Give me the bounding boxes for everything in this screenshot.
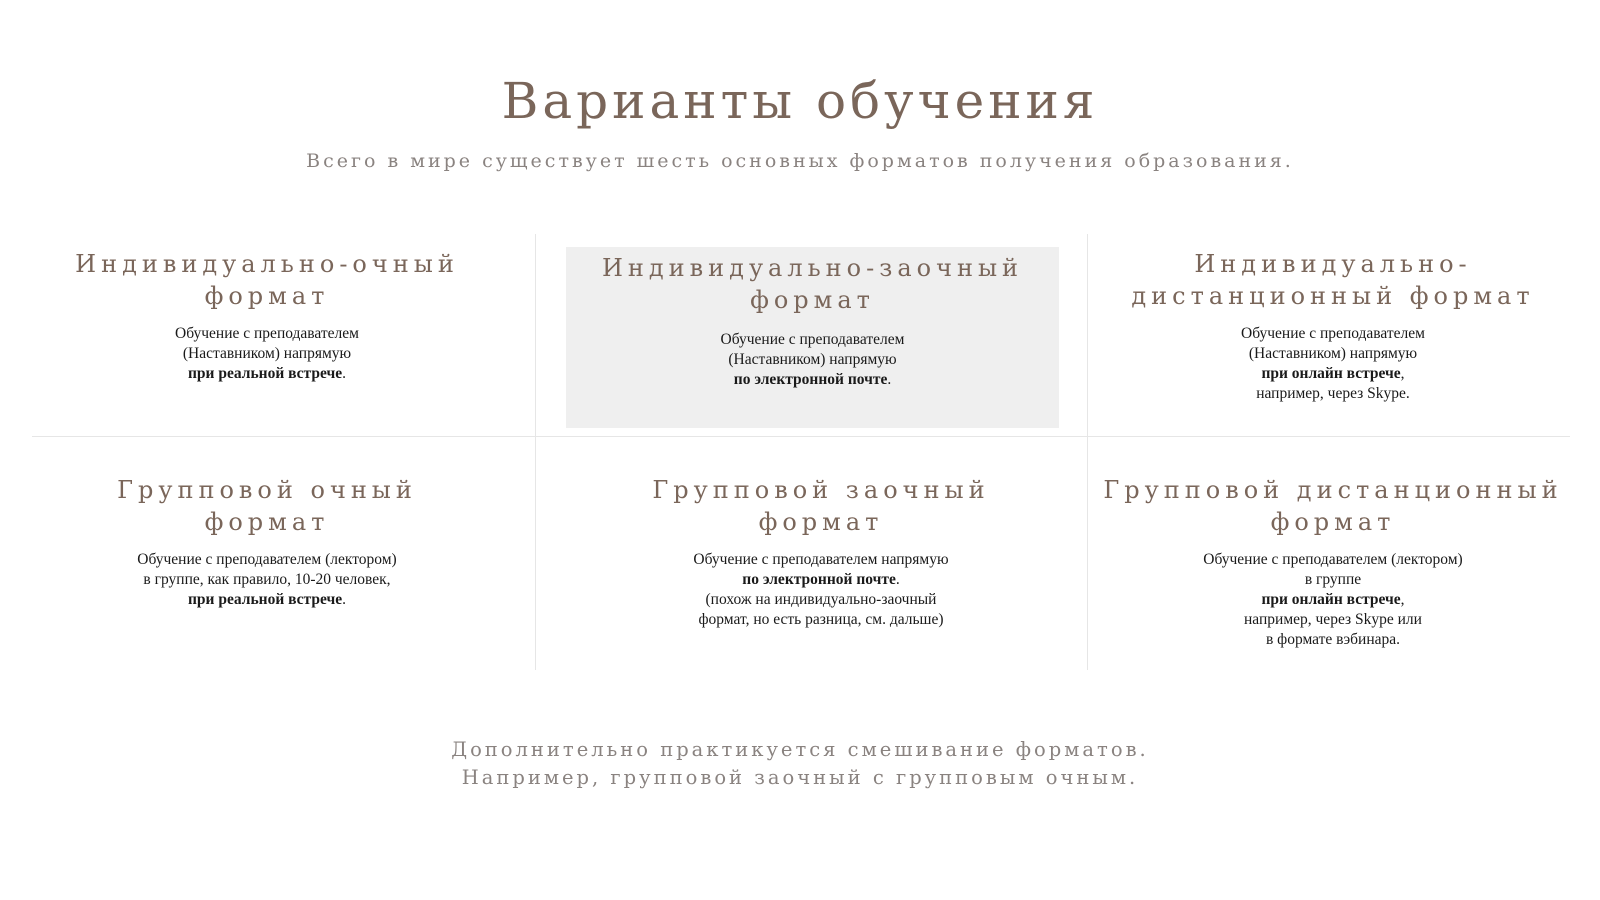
format-card-group-distance [1098,474,1568,650]
card-desc-emphasis: по электронной почте [742,571,896,588]
card-title-line: Групповой дистанционный [1103,476,1563,504]
card-desc-punct: , [1400,365,1405,382]
format-card-group-correspondence [566,474,1076,630]
card-desc-line [32,364,502,384]
card-title-line: дистанционный формат [1131,282,1535,310]
card-desc-emphasis: при реальной встрече [188,365,343,382]
card-title [1098,474,1568,538]
card-desc-punct: , [1400,591,1405,608]
card-desc-emphasis: при реальной встрече [188,591,343,608]
card-desc-line: (Наставником) напрямую [1248,345,1418,362]
card-title-line: формат [758,508,884,536]
footer-note [0,736,1600,792]
card-description [32,550,502,610]
format-card-individual-distance [1098,248,1568,404]
page-title: Варианты обучения [501,72,1099,130]
card-title-line: Индивидуально- [1194,250,1472,278]
card-desc-punct: . [887,371,892,388]
page-subtitle: Всего в мире существует шесть основных форматов получения образования. [306,150,1294,172]
card-desc-line: в формате вэбинара. [1265,631,1401,648]
grid-divider-vertical-2 [1087,234,1088,670]
footer-line: Например, групповой заочный с групповым очным. [461,766,1139,789]
card-title-line: Групповой заочный [652,476,990,504]
card-title-line: формат [204,508,330,536]
card-title [32,248,502,312]
card-desc-line [1098,590,1568,610]
card-desc-punct: . [342,365,346,382]
card-desc-emphasis: при онлайн встрече [1261,365,1401,382]
card-desc-line: (похож на индивидуально-заочный [705,591,937,608]
card-desc-line [1098,364,1568,384]
card-description [1098,324,1568,404]
card-desc-line: Обучение с преподавателем (лектором) [137,551,397,568]
card-title-line: формат [1270,508,1396,536]
card-desc-punct: . [342,591,346,608]
card-desc-line: (Наставником) напрямую [182,345,352,362]
footer-line: Дополнительно практикуется смешивание форматов. [451,738,1149,761]
card-desc-line: например, через Skype. [1256,385,1410,402]
format-card-individual-correspondence [566,247,1059,428]
card-desc-emphasis: при онлайн встрече [1261,591,1401,608]
card-desc-line: Обучение с преподавателем [175,325,359,342]
card-desc-line: например, через Skype или [1244,611,1422,628]
card-desc-line [566,570,1076,590]
card-desc-line [566,370,1059,390]
card-title-line: Индивидуально-очный [75,250,459,278]
card-desc-emphasis: по электронной почте [733,371,888,388]
card-title-line: Индивидуально-заочный [601,254,1024,282]
grid-divider-vertical-1 [535,234,536,670]
card-description [566,550,1076,630]
card-title [566,252,1059,316]
grid-divider-horizontal [32,436,1570,437]
card-desc-line: Обучение с преподавателем напрямую [693,551,949,568]
card-title-line: Групповой очный [117,476,417,504]
card-description [566,330,1059,390]
card-description [1098,550,1568,650]
card-desc-line [32,590,502,610]
card-desc-line: в группе, как правило, 10-20 человек, [143,571,391,588]
card-description [32,324,502,384]
card-title [32,474,502,538]
card-desc-line: Обучение с преподавателем [1241,325,1425,342]
format-card-group-inperson [32,474,502,610]
card-desc-line: (Наставником) напрямую [728,351,897,368]
card-desc-line: формат, но есть разница, см. дальше) [698,611,944,628]
card-desc-line: Обучение с преподавателем (лектором) [1203,551,1463,568]
card-title [566,474,1076,538]
card-desc-line: Обучение с преподавателем [720,331,905,348]
card-desc-line: в группе [1304,571,1362,588]
card-title-line: формат [750,286,875,314]
card-title-line: формат [204,282,330,310]
format-card-individual-inperson [32,248,502,384]
card-desc-punct: . [895,571,900,588]
card-title [1098,248,1568,312]
